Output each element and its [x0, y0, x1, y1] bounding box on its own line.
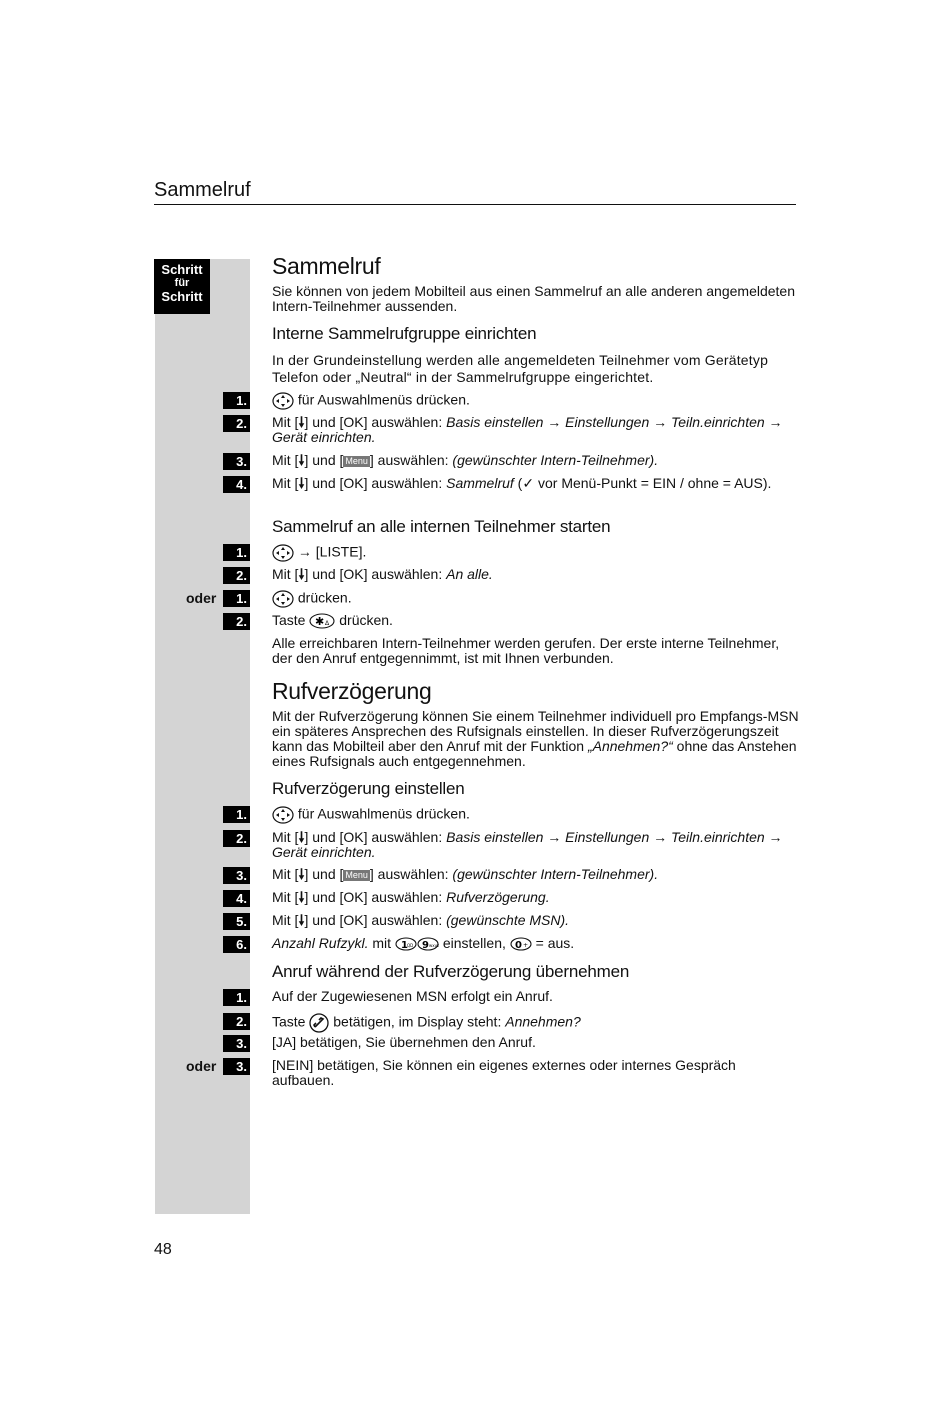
- subsection-title: Anruf während der Rufverzögerung übernehmen: [272, 962, 630, 981]
- step-text-part: ] und [OK] auswählen:: [304, 566, 447, 582]
- menu-path: (gewünschter Intern-Teilnehmer).: [452, 452, 659, 468]
- step-text-part: Mit [: [272, 566, 299, 582]
- subsection-title: Rufverzögerung einstellen: [272, 779, 465, 798]
- arrow-down-key-icon: 🠗: [298, 889, 305, 905]
- menu-path: Basis einstellen → Einstellungen → Teiln.einrichten → Gerät einrichten.: [272, 414, 783, 445]
- step-number: 3.: [223, 453, 250, 470]
- step-number: 2.: [223, 1013, 250, 1030]
- step-text: [272, 453, 800, 468]
- step-number: 4.: [223, 476, 250, 493]
- oder-label: oder: [186, 590, 217, 606]
- subsection-intro: In der Grundeinstellung werden alle angemeldeten Teilnehmer vom Gerätetyp Telefon oder „Neutral“ in der Sammelrufgruppe eingerichtet.: [272, 352, 769, 385]
- step-number: 1.: [223, 544, 250, 561]
- step-text-part: ] und [OK] auswählen:: [304, 475, 447, 491]
- phone-key-icon: [309, 1013, 329, 1033]
- step-text-part: mit: [368, 935, 395, 951]
- step-number: 1.: [223, 590, 250, 607]
- step-text-part: Mit [: [272, 475, 299, 491]
- header-title: Sammelruf: [154, 179, 251, 201]
- step-text-part: einstellen,: [438, 935, 510, 951]
- svg-text:Δ: Δ: [325, 620, 330, 628]
- svg-text:✱: ✱: [315, 615, 325, 629]
- step-text: [272, 476, 800, 491]
- step-text-part: ] und [OK] auswählen:: [304, 912, 447, 928]
- arrow-down-key-icon: 🠗: [298, 566, 305, 582]
- step-text-part: = aus.: [531, 935, 575, 951]
- step-number: 5.: [223, 913, 250, 930]
- subsection-title: Sammelruf an alle internen Teilnehmer starten: [272, 517, 611, 536]
- navigation-key-icon: [272, 544, 294, 562]
- step-number: 3.: [223, 867, 250, 884]
- menu-path: Rufverzögerung.: [446, 889, 550, 905]
- step-number: 2.: [223, 613, 250, 630]
- menu-path: Basis einstellen → Einstellungen → Teiln.einrichten → Gerät einrichten.: [272, 829, 783, 860]
- step-text-part: Mit [: [272, 414, 299, 430]
- svg-text:QD: QD: [406, 943, 414, 949]
- badge-line-3: Schritt: [161, 289, 203, 304]
- step-text-part: (: [513, 475, 523, 491]
- menu-path: An alle.: [446, 566, 493, 582]
- display-text: Annehmen?: [505, 1013, 581, 1030]
- section-intro: Sie können von jedem Mobilteil aus einen Sammelruf an alle anderen angemeldeten Intern-Teilnehmer aussenden.: [272, 283, 795, 314]
- svg-text:+: +: [522, 942, 528, 950]
- subsection-outro: Alle erreichbaren Intern-Teilnehmer werden gerufen. Der erste interne Teilnehmer, der den Anruf entgegennimmt, ist mit Ihnen verbunden.: [272, 635, 780, 666]
- step-text: Auf der Zugewiesenen MSN erfolgt ein Anruf.: [272, 988, 553, 1004]
- arrow-down-key-icon: 🠗: [298, 475, 305, 491]
- step-text: [272, 613, 800, 629]
- star-key-icon: [309, 613, 335, 629]
- step-text: [272, 567, 800, 582]
- step-text-part: Taste: [272, 1013, 310, 1030]
- step-text: [272, 867, 800, 882]
- step-text-part: Mit [: [272, 829, 299, 845]
- step-number: 2.: [223, 415, 250, 432]
- intro-text: ohne das Anstehen eines Rufsignals auch entgegennehmen.: [272, 738, 797, 769]
- svg-text:1: 1: [400, 940, 408, 952]
- step-number: 1.: [223, 989, 250, 1006]
- step-text-part: Mit [: [272, 452, 299, 468]
- step-label: für Auswahlmenüs drücken.: [297, 805, 470, 822]
- navigation-key-icon: [272, 806, 294, 824]
- step-text-part: betätigen, im Display steht:: [329, 1013, 506, 1030]
- key-1-icon: [395, 937, 417, 951]
- step-text: [272, 806, 800, 824]
- arrow-down-key-icon: 🠗: [298, 866, 305, 882]
- arrow-down-key-icon: 🠗: [298, 829, 305, 845]
- step-text: [272, 890, 800, 905]
- setting-name: Anzahl Rufzykl.: [272, 935, 369, 951]
- header-rule: [154, 204, 796, 205]
- step-text-part: ] auswählen:: [369, 866, 453, 882]
- step-text-part: vor Menü-Punkt = EIN / ohne = AUS).: [534, 475, 772, 491]
- intro-emphasis: „Annehmen?“: [587, 738, 673, 754]
- step-text-part: ] und [OK] auswählen:: [304, 889, 447, 905]
- step-text-part: Mit [: [272, 866, 299, 882]
- key-0-icon: [510, 937, 532, 951]
- intro-text: Mit der Rufverzögerung können Sie einem Teilnehmer individuell pro Empfangs-MSN ein späteres Ansprechen des Rufsignals einstellen. In dieser Rufverzögerungszeit kann das Mobilteil aber den Anruf mit der Funktion: [272, 708, 799, 754]
- step-text: [JA] betätigen, Sie übernehmen den Anruf.: [272, 1034, 536, 1050]
- arrow-down-key-icon: 🠗: [298, 414, 305, 430]
- step-number: 6.: [223, 936, 250, 953]
- step-text: [272, 392, 800, 410]
- step-text: [272, 415, 800, 445]
- step-text: [272, 590, 800, 608]
- step-label: → [LISTE].: [297, 543, 367, 560]
- step-number: 1.: [223, 806, 250, 823]
- step-number: 2.: [223, 830, 250, 847]
- step-number: 3.: [223, 1035, 250, 1052]
- step-text: [272, 936, 800, 951]
- step-text: [NEIN] betätigen, Sie können ein eigenes externes oder internes Gespräch aufbauen.: [272, 1057, 736, 1088]
- menu-path: (gewünschte MSN).: [446, 912, 570, 928]
- step-text-part: ] und [OK] auswählen:: [304, 829, 447, 845]
- oder-label: oder: [186, 1058, 217, 1074]
- checkmark-icon: ✓: [522, 475, 535, 491]
- step-text: [272, 830, 800, 860]
- step-text-part: Mit [: [272, 912, 299, 928]
- step-text-part: drücken.: [339, 612, 393, 628]
- menu-path: Sammelruf: [446, 475, 514, 491]
- step-text-part: ] und [OK] auswählen:: [304, 414, 447, 430]
- navigation-key-icon: [272, 590, 294, 608]
- badge-line-2: für: [174, 277, 190, 289]
- key-9-icon: [417, 937, 439, 951]
- menu-key-icon: Menu: [345, 455, 368, 466]
- step-number: 4.: [223, 890, 250, 907]
- svg-text:9: 9: [421, 940, 429, 952]
- badge-line-1: Schritt: [161, 262, 203, 277]
- page-number: 48: [154, 1241, 172, 1258]
- svg-text:wxyz: wxyz: [428, 943, 439, 949]
- step-text-part: Mit [: [272, 889, 299, 905]
- step-text-part: ] und [: [304, 452, 344, 468]
- navigation-key-icon: [272, 392, 294, 410]
- section-intro: [272, 709, 800, 769]
- step-text: [272, 1013, 800, 1033]
- subsection-title: Interne Sammelrufgruppe einrichten: [272, 324, 537, 343]
- arrow-down-key-icon: 🠗: [298, 912, 305, 928]
- step-number: 3.: [223, 1058, 250, 1075]
- step-number: 1.: [223, 392, 250, 409]
- step-text: [272, 913, 800, 928]
- menu-path: (gewünschter Intern-Teilnehmer).: [452, 866, 659, 882]
- section-title-sammelruf: Sammelruf: [272, 253, 381, 279]
- step-text: [272, 544, 800, 562]
- step-text-part: ] auswählen:: [369, 452, 453, 468]
- step-label: drücken.: [297, 589, 352, 606]
- step-number: 2.: [223, 567, 250, 584]
- svg-text:0: 0: [514, 940, 522, 952]
- schritt-fuer-schritt-badge: [154, 259, 210, 314]
- arrow-down-key-icon: 🠗: [298, 452, 305, 468]
- step-text-part: ] und [: [304, 866, 344, 882]
- menu-key-icon: Menu: [345, 869, 368, 880]
- step-label: für Auswahlmenüs drücken.: [297, 391, 470, 408]
- step-text-part: Taste: [272, 612, 306, 628]
- section-title-rufverzoegerung: Rufverzögerung: [272, 678, 432, 704]
